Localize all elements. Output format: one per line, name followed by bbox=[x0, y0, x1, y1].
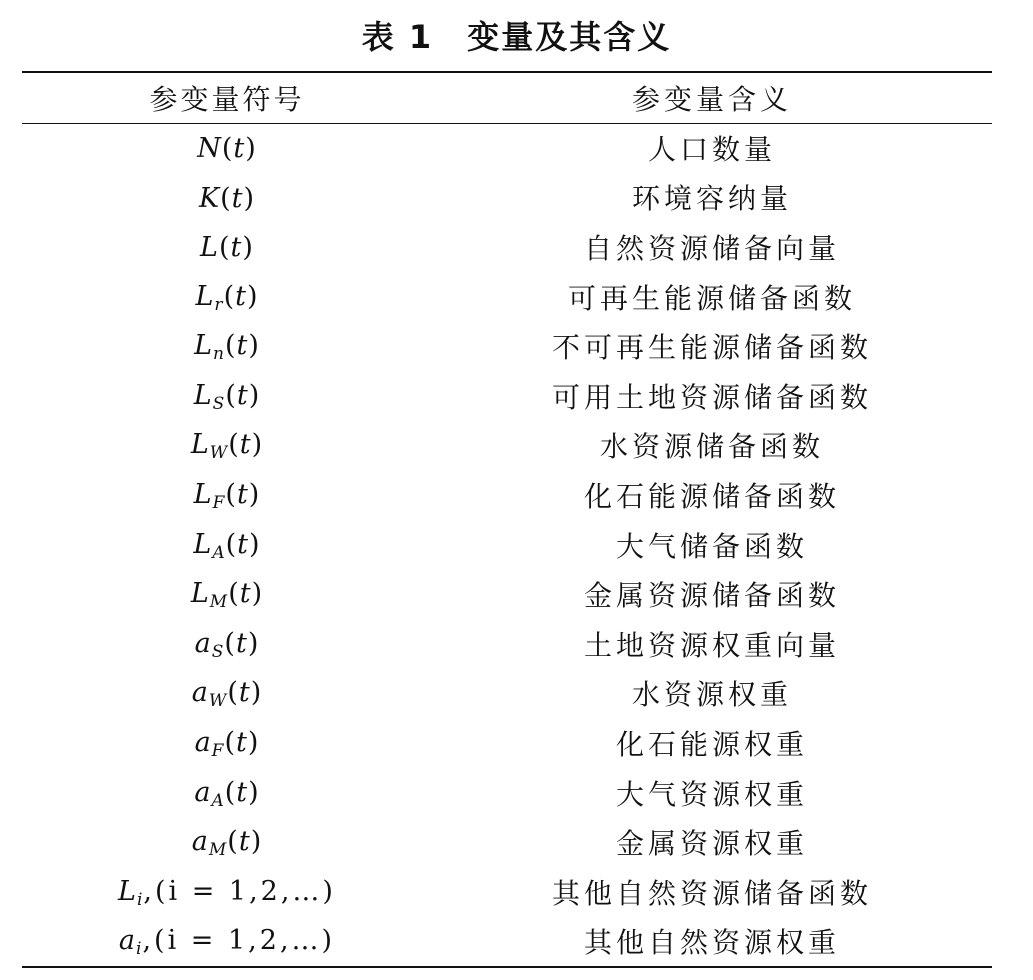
symbol-base: L bbox=[194, 330, 214, 362]
table-row bbox=[22, 173, 992, 223]
symbol-base: L bbox=[193, 528, 213, 560]
header-symbol: 参变量符号 bbox=[149, 83, 305, 116]
symbol-cell bbox=[22, 718, 432, 768]
symbol-expression bbox=[118, 875, 336, 910]
symbol-base: N bbox=[197, 133, 222, 165]
symbol-argument: (t) bbox=[228, 429, 264, 461]
meaning-cell: 人口数量 bbox=[647, 132, 776, 166]
symbol-base: L bbox=[193, 379, 213, 411]
argument-variable: t bbox=[236, 330, 249, 362]
symbol-base: L bbox=[195, 280, 215, 312]
symbol-argument: (t) bbox=[225, 478, 261, 510]
symbol-subscript: S bbox=[212, 393, 226, 414]
table-caption bbox=[0, 12, 1033, 58]
symbol-base: a bbox=[194, 627, 212, 659]
symbol-subscript: i bbox=[136, 939, 143, 960]
table-row bbox=[22, 272, 992, 322]
table-row bbox=[22, 817, 992, 867]
symbol-argument: (t) bbox=[220, 182, 256, 214]
meaning-cell: 土地资源权重向量 bbox=[583, 628, 840, 662]
symbol-cell bbox=[22, 272, 432, 322]
meaning-cell: 大气储备函数 bbox=[615, 529, 808, 563]
symbol-cell bbox=[22, 569, 432, 619]
symbol-argument: (t) bbox=[225, 379, 261, 411]
symbol-expression bbox=[199, 183, 255, 214]
argument-variable: t bbox=[239, 578, 252, 610]
table-body bbox=[22, 123, 992, 966]
symbol-argument: (t) bbox=[224, 330, 260, 362]
symbol-cell bbox=[22, 421, 432, 471]
symbol-cell bbox=[22, 371, 432, 421]
symbol-argument: (t) bbox=[228, 578, 264, 610]
symbol-base: a bbox=[191, 826, 209, 858]
symbol-subscript: F bbox=[212, 492, 226, 513]
meaning-cell: 化石能源权重 bbox=[615, 727, 808, 761]
symbol-subscript: W bbox=[208, 691, 228, 712]
symbol-base: L bbox=[118, 875, 137, 907]
table-row bbox=[22, 917, 992, 967]
symbol-index-range: ,(i = 1,2,…) bbox=[143, 875, 336, 907]
meaning-cell: 可用土地资源储备函数 bbox=[551, 380, 872, 414]
argument-variable: t bbox=[236, 726, 248, 758]
table-row bbox=[22, 867, 992, 917]
symbol-argument: (t) bbox=[223, 280, 259, 312]
symbol-argument: (t) bbox=[224, 776, 260, 808]
argument-variable: t bbox=[236, 478, 249, 510]
variables-table bbox=[22, 73, 992, 966]
symbol-cell bbox=[22, 123, 432, 173]
table-row bbox=[22, 470, 992, 520]
symbol-expression bbox=[190, 578, 264, 613]
symbol-expression bbox=[193, 478, 261, 513]
table-row bbox=[22, 718, 992, 768]
argument-variable: t bbox=[238, 826, 251, 858]
meaning-cell: 环境容纳量 bbox=[631, 182, 792, 216]
argument-variable: t bbox=[233, 133, 246, 165]
argument-variable: t bbox=[231, 182, 244, 214]
symbol-cell bbox=[22, 173, 432, 223]
symbol-subscript: n bbox=[213, 344, 225, 365]
symbol-base: a bbox=[191, 677, 209, 709]
symbol-base: K bbox=[198, 182, 221, 214]
meaning-cell: 可再生能源储备函数 bbox=[567, 281, 856, 315]
meaning-cell: 其他自然资源权重 bbox=[583, 926, 840, 960]
symbol-expression bbox=[191, 677, 263, 712]
table-row bbox=[22, 371, 992, 421]
meaning-cell: 金属资源权重 bbox=[615, 827, 808, 861]
table-row bbox=[22, 768, 992, 818]
table-row bbox=[22, 520, 992, 570]
symbol-index-range: ,(i = 1,2,…) bbox=[142, 925, 336, 957]
symbol-cell bbox=[22, 619, 432, 669]
symbol-expression bbox=[190, 429, 264, 464]
header-row bbox=[22, 73, 992, 123]
meaning-cell: 化石能源储备函数 bbox=[583, 479, 840, 513]
symbol-argument: (t) bbox=[225, 528, 261, 560]
meaning-cell: 其他自然资源储备函数 bbox=[551, 876, 872, 910]
symbol-base: a bbox=[194, 776, 212, 808]
table-number: 表 1 bbox=[361, 18, 434, 56]
symbol-expression bbox=[193, 528, 261, 563]
table-row bbox=[22, 123, 992, 173]
table-row bbox=[22, 569, 992, 619]
argument-variable: t bbox=[236, 776, 249, 808]
symbol-expression bbox=[194, 726, 260, 761]
symbol-expression bbox=[194, 627, 260, 662]
symbol-cell bbox=[22, 917, 432, 967]
symbol-cell bbox=[22, 222, 432, 272]
table-row bbox=[22, 321, 992, 371]
symbol-expression bbox=[194, 776, 260, 811]
symbol-cell bbox=[22, 768, 432, 818]
argument-variable: t bbox=[235, 627, 248, 659]
symbol-cell bbox=[22, 817, 432, 867]
table-row bbox=[22, 421, 992, 471]
symbol-cell bbox=[22, 520, 432, 570]
symbol-base: L bbox=[190, 429, 210, 461]
symbol-subscript: F bbox=[211, 740, 225, 761]
symbol-argument: (t) bbox=[218, 232, 254, 264]
symbol-expression bbox=[195, 280, 259, 315]
meaning-cell: 水资源储备函数 bbox=[599, 430, 824, 464]
symbol-cell bbox=[22, 470, 432, 520]
meaning-cell: 不可再生能源储备函数 bbox=[551, 331, 872, 365]
table-row bbox=[22, 669, 992, 719]
argument-variable: t bbox=[236, 379, 249, 411]
symbol-argument: (t) bbox=[224, 627, 260, 659]
symbol-subscript: S bbox=[211, 641, 225, 662]
bottom-rule bbox=[22, 966, 992, 968]
header-meaning: 参变量含义 bbox=[631, 83, 792, 116]
argument-variable: t bbox=[238, 677, 251, 709]
argument-variable: t bbox=[237, 528, 250, 560]
symbol-expression bbox=[200, 232, 254, 263]
symbol-expression bbox=[194, 330, 260, 365]
symbol-argument: (t) bbox=[221, 133, 257, 165]
symbol-base: a bbox=[194, 726, 212, 758]
argument-variable: t bbox=[230, 232, 243, 264]
symbol-expression bbox=[197, 133, 257, 164]
argument-variable: t bbox=[239, 429, 252, 461]
symbol-base: L bbox=[193, 478, 213, 510]
symbol-subscript: A bbox=[212, 542, 226, 563]
symbol-cell bbox=[22, 867, 432, 917]
symbol-cell bbox=[22, 321, 432, 371]
meaning-cell: 自然资源储备向量 bbox=[583, 231, 840, 265]
symbol-subscript: r bbox=[214, 294, 224, 315]
meaning-cell: 水资源权重 bbox=[631, 678, 792, 712]
symbol-cell bbox=[22, 669, 432, 719]
symbol-subscript: M bbox=[208, 840, 228, 861]
symbol-expression bbox=[118, 925, 336, 960]
symbol-expression bbox=[193, 379, 261, 414]
symbol-argument: (t) bbox=[224, 726, 260, 758]
meaning-cell: 金属资源储备函数 bbox=[583, 579, 840, 613]
argument-variable: t bbox=[235, 280, 247, 312]
symbol-base: L bbox=[200, 232, 219, 264]
symbol-subscript: i bbox=[136, 889, 144, 910]
table-row bbox=[22, 222, 992, 272]
symbol-expression bbox=[191, 826, 263, 861]
meaning-cell: 大气资源权重 bbox=[615, 777, 808, 811]
table-row bbox=[22, 619, 992, 669]
symbol-argument: (t) bbox=[227, 677, 263, 709]
symbol-subscript: M bbox=[209, 592, 229, 613]
symbol-subscript: W bbox=[209, 443, 229, 464]
symbol-base: L bbox=[190, 578, 210, 610]
table-title: 变量及其含义 bbox=[467, 18, 672, 56]
symbol-base: a bbox=[118, 925, 137, 957]
symbol-argument: (t) bbox=[227, 826, 263, 858]
symbol-subscript: A bbox=[211, 790, 225, 811]
